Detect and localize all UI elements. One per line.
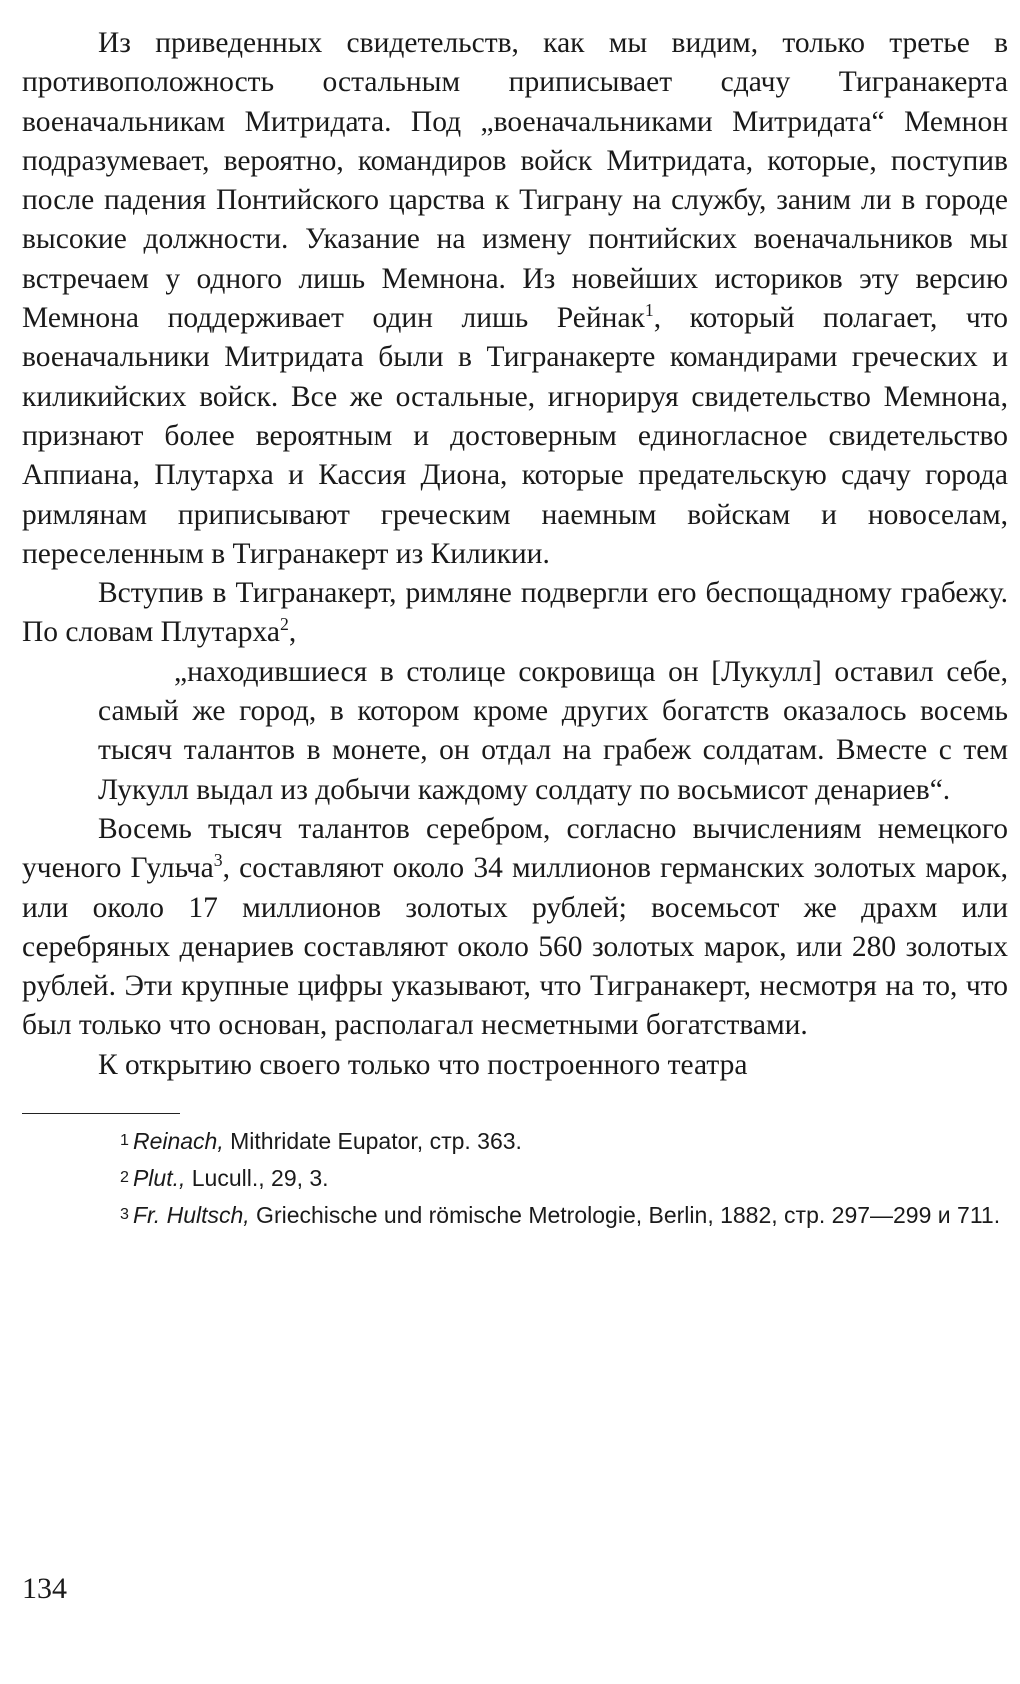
footnote-1-text: Mithridate Eupator, стр. 363. [223, 1128, 522, 1155]
footnote-1-number: 1 [120, 1131, 129, 1150]
paragraph-2 [22, 574, 1008, 653]
paragraph-2-text: Вступив в Тигранакерт, римляне подвергли его беспощадному грабежу. По словам Плутарха [22, 577, 1008, 649]
footnote-1-author: Reinach, [132, 1128, 224, 1155]
paragraph-3 [22, 810, 1008, 1046]
book-page [22, 24, 1008, 1664]
footnote-3-number: 3 [120, 1205, 129, 1224]
paragraph-1 [22, 24, 1008, 574]
footnote-3-text: Griechische und römische Metrologie, Berlin, 1882, стр. 297—299 и 711. [249, 1202, 1001, 1229]
page-number: 134 [22, 1572, 67, 1605]
footnote-3-author: Fr. Hultsch, [132, 1202, 250, 1229]
paragraph-3-text: Восемь тысяч талантов серебром, согласно вычислениям немецкого ученого Гульча [22, 812, 1008, 885]
footnote-1 [22, 1122, 1008, 1159]
footnote-divider [22, 1113, 180, 1114]
footnote-2-author: Plut., [132, 1165, 186, 1192]
footnote-ref-3[interactable]: 3 [213, 850, 223, 871]
footnote-ref-2[interactable]: 2 [280, 614, 289, 635]
paragraph-1-continuation: , который полагает, что военачальники Митридата были в Тигранакерте командирами греческих и киликийских войск. Все же остальные, игнорируя свидетельство Мемнона, признают более вероятным и достоверным единогласное свидетельство Аппиана, Плутарха и Кассия Диона, которые предательскую сдачу города римлянам приписывают греческим наемным войскам и новоселам, переселенным в Тигранакерт из Киликии. [22, 302, 1008, 570]
paragraph-1-text: Из приведенных свидетельств, как мы видим, только третье в противоположность остальным приписывает сдачу Тигранакерта военачальникам Митридата. Под „военачальниками Митридата“ Мемнон подразумевает, вероятно, командиров войск Митридата, которые, поступив после падения Понтийского царства к Тиграну на службу, заним ли в городе высокие должности. Указание на измену понтийских военачальников мы встречаем у одного лишь Мемнона. Из новейших историков эту версию Мемнона поддерживает один лишь Рейнак [22, 27, 1008, 335]
footnote-2-text: Lucull., 29, 3. [185, 1165, 329, 1192]
footnote-2-number: 2 [120, 1168, 129, 1187]
footnotes [22, 1122, 1008, 1233]
footnote-2 [22, 1159, 1008, 1196]
paragraph-3-continuation: , составляют около 34 миллионов германских золотых марок, или около 17 миллионов золотых рублей; восемьсот же драхм или серебряных денариев составляют около 560 золотых марок, или 280 золотых рублей. Эти крупные цифры указывают, что Тигранакерт, несмотря на то, что был только что основан, располагал несметными богатствами. [22, 852, 1009, 1042]
footnote-3 [22, 1196, 1008, 1233]
block-quote: „находившиеся в столице сокровища он [Лукулл] оставил себе, самый же город, в котором кроме других богатств оказалось восемь тысяч талантов в монете, он отдал на грабеж солдатам. Вместе с тем Лукулл выдал из добычи каждому солдату по восьмисот денариев“. [98, 655, 1008, 806]
paragraph-4: К открытию своего только что построенного театра [98, 1048, 748, 1081]
paragraph-2-end: , [288, 616, 297, 649]
footnote-ref-1[interactable]: 1 [644, 300, 654, 321]
